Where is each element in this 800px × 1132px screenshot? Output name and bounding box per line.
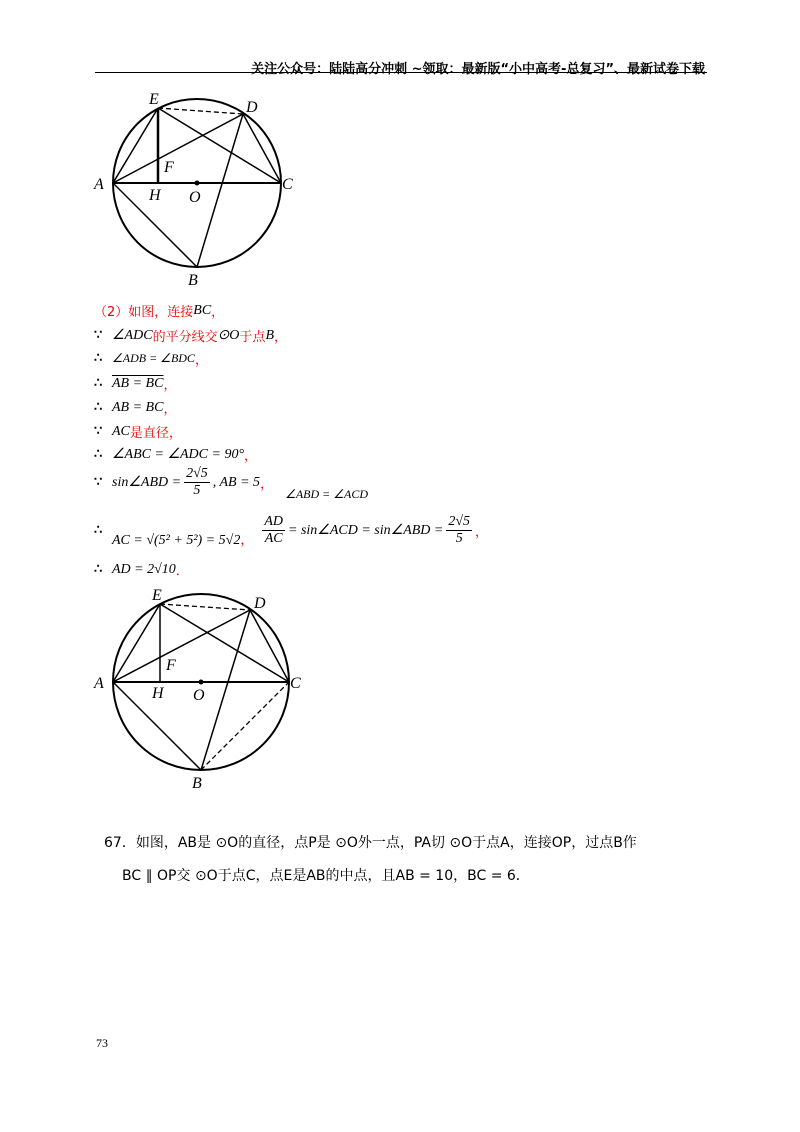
- label-D: D: [246, 99, 258, 116]
- solution-line-2: ∵ ∠ADC 的平分线交 ⊙O 于点 B ，: [94, 327, 288, 345]
- label-A: A: [94, 675, 104, 692]
- solution-line-7: ∴ ∠ABC = ∠ADC = 90° ，: [94, 447, 258, 464]
- label-C: C: [290, 675, 301, 692]
- fraction: $\frac{AD}{AC}$: [264, 514, 284, 546]
- label-F: F: [166, 657, 176, 674]
- label-A: A: [94, 176, 104, 193]
- problem-67-line-1: 67．如图，AB是 ⊙O的直径，点P是 ⊙O外一点，PA切 ⊙O于点A，连接OP，过点B作: [104, 835, 637, 851]
- label-C: C: [282, 176, 293, 193]
- geometry-figure-1: [90, 86, 310, 291]
- label-H: H: [149, 187, 161, 204]
- label-O: O: [193, 687, 205, 704]
- solution-line-1: （2）如图，连接 BC ，: [94, 302, 225, 320]
- solution-line-5: ∴ AB = BC ，: [94, 399, 177, 417]
- label-H: H: [152, 685, 164, 702]
- fraction: $\frac{2√5}{5}$: [186, 466, 208, 498]
- label-D: D: [254, 595, 266, 612]
- solution-line-4: ∴ AB = BC ，: [94, 375, 177, 393]
- problem-67-line-2: BC ∥ OP交 ⊙O于点C，点E是AB的中点，且AB = 10，BC = 6．: [122, 868, 530, 884]
- solution-line-3: ∴ ∠ADB = ∠BDC ，: [94, 351, 208, 368]
- geometry-figure-2: [90, 584, 315, 794]
- label-F: F: [164, 159, 174, 176]
- fraction: $\frac{2√5}{5}$: [448, 514, 471, 546]
- label-E: E: [152, 587, 162, 604]
- solution-line-10: ∴ AD = 2√10 ．: [94, 561, 189, 579]
- solution-line-8: ∵ sin∠ABD = $\frac{2√5}{5}$ , AB = 5 ， ∠ABD = ∠ACD: [94, 466, 369, 501]
- page-header: 关注公众号：陆陆高分冲刺 ~领取：最新版“小中高考-总复习”、最新试卷下载: [251, 62, 705, 77]
- label-O: O: [189, 189, 201, 206]
- label-E: E: [149, 91, 159, 108]
- solution-line-6: ∵ AC 是直径 ，: [94, 423, 182, 441]
- page-number: 73: [96, 1036, 108, 1050]
- solution-line-9: ∴ AC = √(5² + 5²) = 5√2 ， $\frac{AD}{AC}$ = sin∠ACD = sin∠ABD = $\frac{2√5}{5}$ ，: [94, 514, 489, 548]
- header-rule: [95, 72, 707, 73]
- label-B: B: [192, 775, 202, 792]
- label-B: B: [188, 272, 198, 289]
